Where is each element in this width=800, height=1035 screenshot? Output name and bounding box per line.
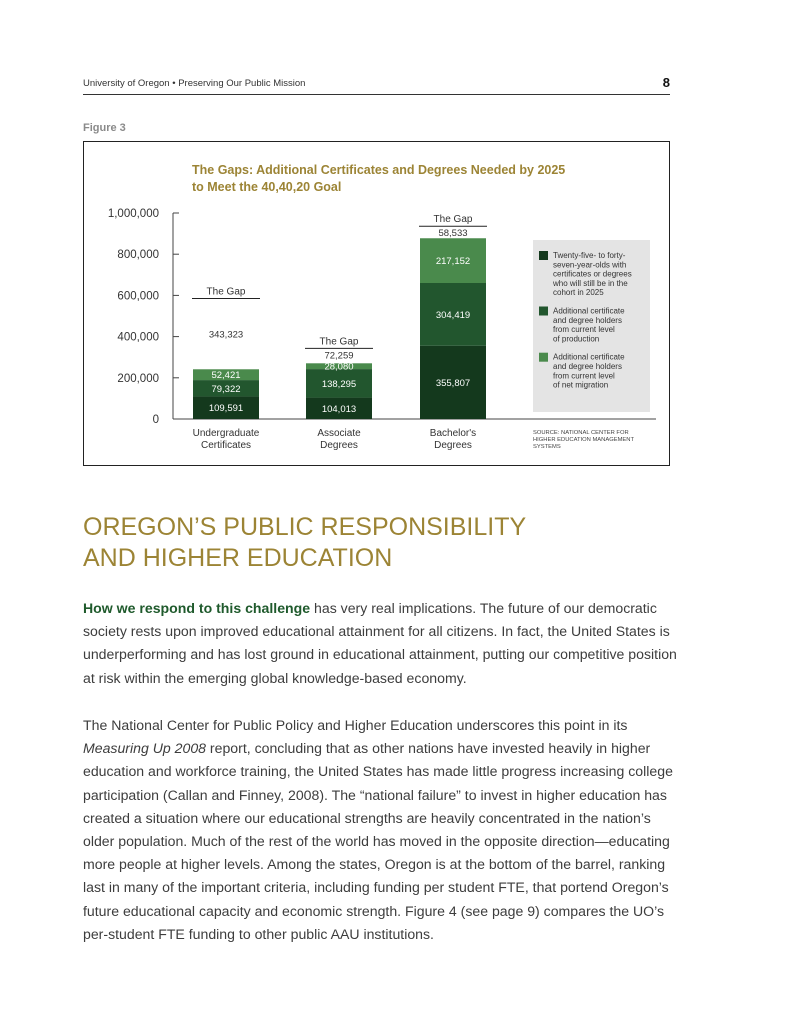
gap-label: The Gap xyxy=(433,214,473,226)
paragraph-1-lead: How we respond to this challenge xyxy=(83,600,311,616)
bar-value-label: 217,152 xyxy=(435,256,471,268)
y-tick-label: 400,000 xyxy=(117,331,159,344)
source-note: SOURCE: NATIONAL CENTER FOR xyxy=(533,430,629,436)
legend-label: of net migration xyxy=(553,380,609,390)
legend-swatch xyxy=(539,307,548,316)
legend-label: from current level xyxy=(553,371,615,381)
legend-label: Additional certificate xyxy=(553,306,625,316)
legend-label: from current level xyxy=(553,325,615,335)
legend-label: of production xyxy=(553,334,600,344)
category-label: Associate xyxy=(317,428,361,439)
legend-swatch xyxy=(539,251,548,260)
chart-svg xyxy=(84,142,671,467)
bar-value-label: 104,013 xyxy=(321,403,357,415)
paragraph-2 xyxy=(83,714,678,946)
bar-value-label: 79,322 xyxy=(211,383,241,395)
legend-label: certificates or degrees xyxy=(553,269,632,279)
legend-label: seven-year-olds with xyxy=(553,260,627,270)
gap-label: The Gap xyxy=(206,286,246,298)
page-header xyxy=(83,76,670,95)
y-tick-label: 600,000 xyxy=(117,290,159,303)
source-note: HIGHER EDUCATION MANAGEMENT xyxy=(533,437,635,443)
legend-label: cohort in 2025 xyxy=(553,288,604,298)
chart-title-line-1: The Gaps: Additional Certificates and Degrees Needed by 2025 xyxy=(192,163,566,177)
category-label: Degrees xyxy=(434,440,472,451)
category-label: Bachelor's xyxy=(429,428,477,439)
report-title: Measuring Up 2008 xyxy=(83,740,207,757)
section-heading-line-2: AND HIGHER EDUCATION xyxy=(83,544,393,572)
figure-3-chart xyxy=(83,141,670,466)
bar-value-label: 28,080 xyxy=(324,361,354,373)
bar-value-label: 52,421 xyxy=(211,370,241,382)
figure-label: Figure 3 xyxy=(83,122,126,134)
y-tick-label: 0 xyxy=(152,414,159,426)
legend-label: and degree holders xyxy=(553,315,622,325)
paragraph-2-text-after: report, concluding that as other nations have invested heavily in higher education and workforce training, the United States has made little progress increasing college participation (Callan and Finney, 2008). The “national failure” to invest in higher education has created a situation where our educational strengths are heavily concentrated in the nation’s older population. Much of the rest of the world has moved in the opposite direction—educating more people at higher levels. Among the states, Oregon is at the bottom of the barrel, ranking last in many of the important criteria, including funding per student FTE, that portend Oregon’s future educational capacity and economic strength. Figure 4 (see page 9) compares the UO’s per-student FTE funding to other public AAU institutions. xyxy=(83,740,673,942)
category-label: Certificates xyxy=(200,440,252,451)
legend-label: and degree holders xyxy=(553,362,622,371)
category-label: Undergraduate xyxy=(192,428,260,439)
bar-value-label: 304,419 xyxy=(435,309,471,321)
legend-label: who will still be in the xyxy=(553,278,628,288)
gap-label: The Gap xyxy=(319,336,359,348)
paragraph-2-text-before: The National Center for Public Policy and Higher Education underscores this point in its xyxy=(83,717,628,733)
y-tick-label: 800,000 xyxy=(117,249,159,262)
gap-value-label: 58,533 xyxy=(438,228,468,240)
bar-value-label: 109,591 xyxy=(208,403,244,415)
legend-label: Additional certificate xyxy=(553,352,625,362)
section-heading-line-1: OREGON’S PUBLIC RESPONSIBILITY xyxy=(83,513,527,541)
chart-title-line-2: to Meet the 40,40,20 Goal xyxy=(192,180,342,194)
y-tick-label: 1,000,000 xyxy=(107,208,159,220)
gap-value-label: 343,323 xyxy=(208,329,244,341)
legend-label: Twenty-five- to forty- xyxy=(553,251,626,260)
y-tick-label: 200,000 xyxy=(117,372,159,385)
category-label: Degrees xyxy=(320,440,358,451)
section-heading xyxy=(83,512,683,574)
paragraph-1-text: has very real implications. The future of our democratic society rests upon improved educational attainment for all citizens. In fact, the United States is underperforming and has lost ground in educational attainment, putting our competitive position at risk within the emerging global knowledge-based economy. xyxy=(83,600,677,686)
source-note: SYSTEMS xyxy=(533,444,561,450)
bar-value-label: 138,295 xyxy=(321,378,357,390)
gap-value-label: 72,259 xyxy=(324,350,354,362)
page-number: 8 xyxy=(662,75,670,90)
legend-swatch xyxy=(539,353,548,362)
header-title: University of Oregon • Preserving Our Public Mission xyxy=(83,78,306,89)
bar-value-label: 355,807 xyxy=(435,377,471,389)
paragraph-1 xyxy=(83,597,678,690)
